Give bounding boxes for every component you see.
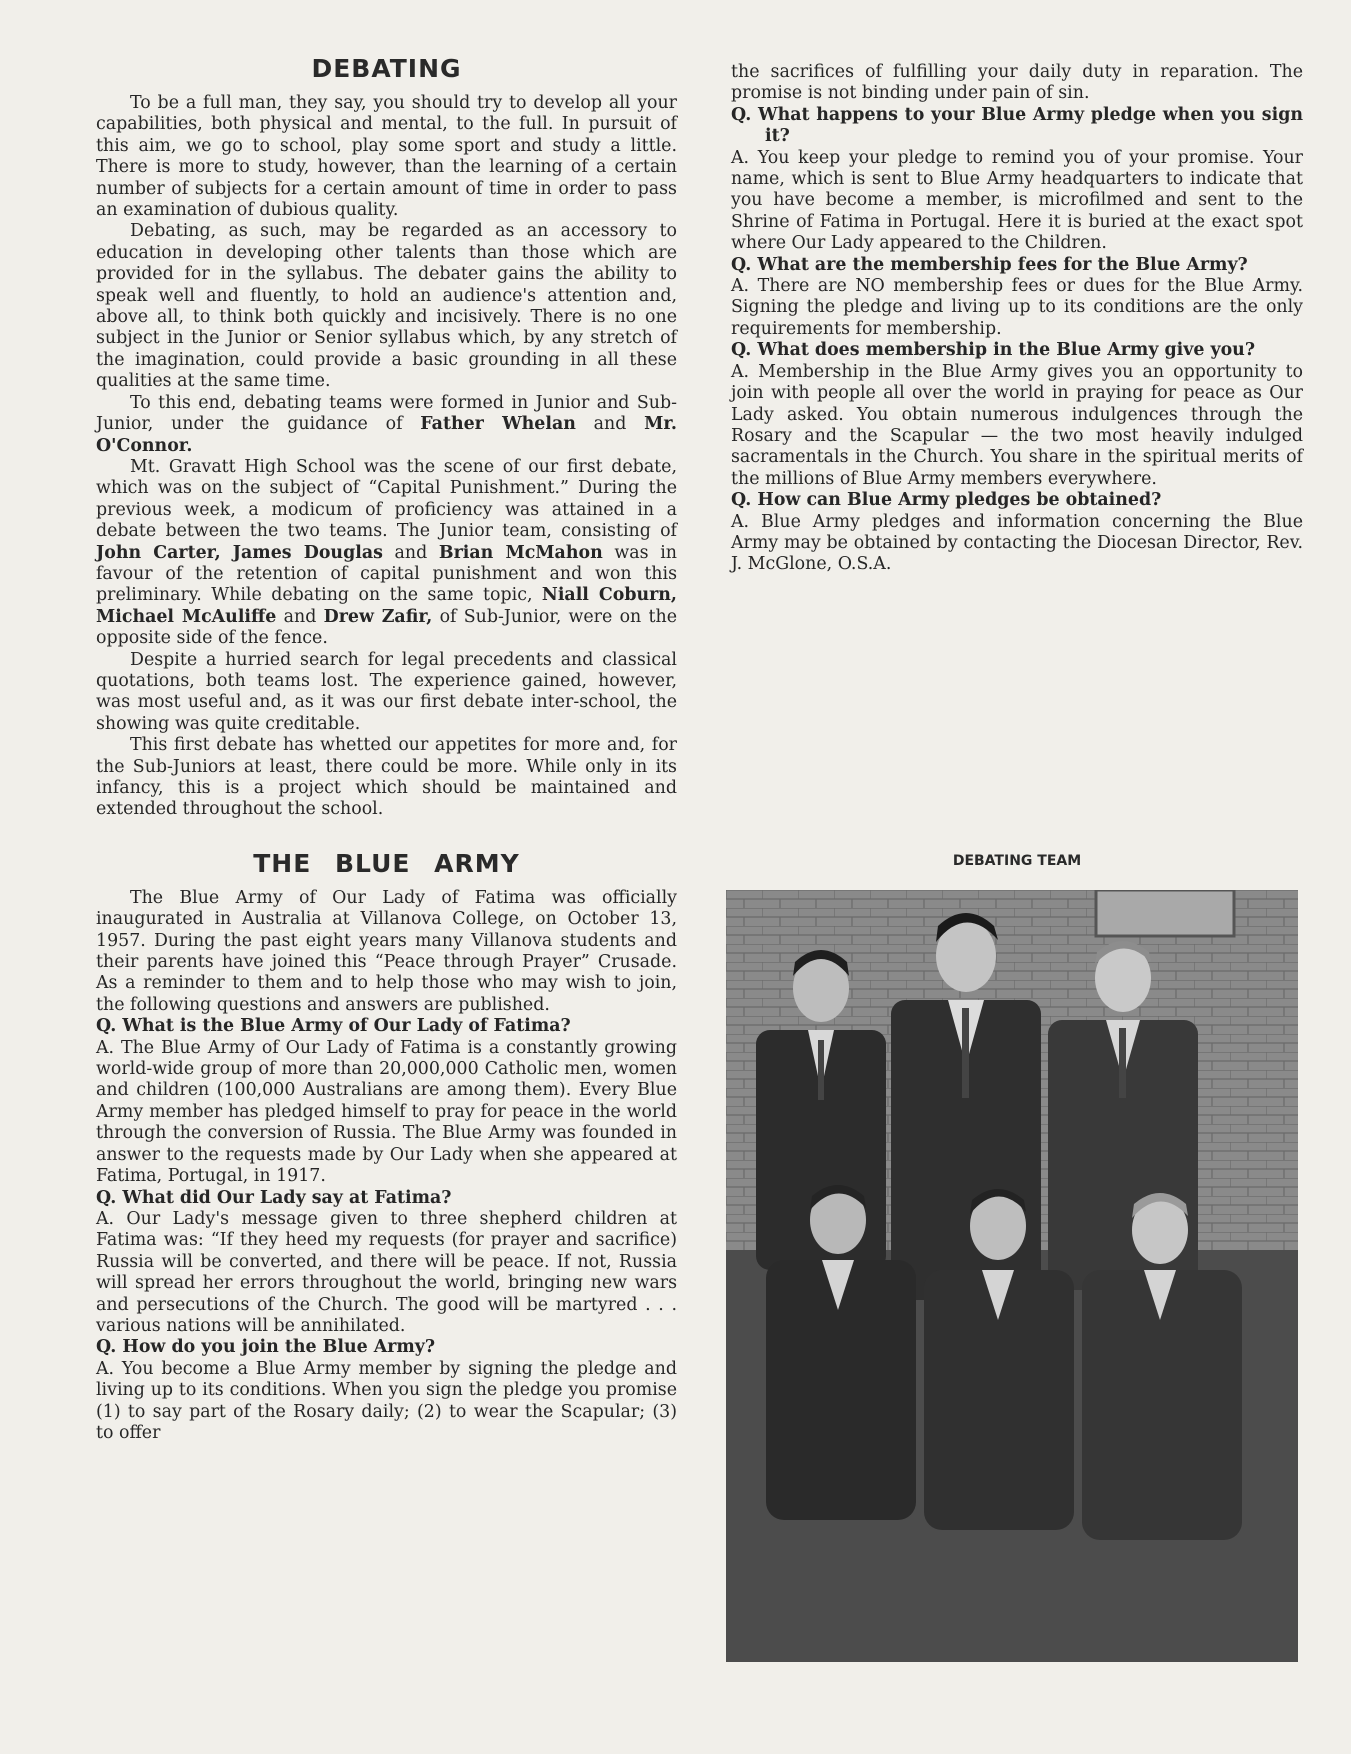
- student-names: Niall Coburn, Michael McAuliffe: [96, 585, 677, 627]
- debating-paragraph: Despite a hurried search for legal precedents and classical quotations, both teams lost. The experience gained, however, was most useful and, as it was our first debate inter-school, the showing was quite creditable.: [96, 649, 677, 734]
- question: Q. How do you join the Blue Army?: [96, 1337, 436, 1358]
- question: Q. What did Our Lady say at Fatima?: [96, 1187, 452, 1208]
- debating-paragraph: To be a full man, they say, you should try to develop all your capabilities, both physical and mental, to the full. In pursuit of this aim, we go to school, play some sport and study a little. There is more to study, however, than the learning of a certain number of subjects for a certain amount of time in order to pass an examination of dubious quality.: [96, 93, 677, 221]
- debating-paragraph: To this end, debating teams were formed in Junior and Sub-Junior, under the guidance of Father Whelan and Mr. O'Connor.: [96, 392, 677, 456]
- debating-paragraph: Debating, as such, may be regarded as an accessory to education in developing other talents than those which are provided for in the syllabus. The debater gains the ability to speak well and fluently, to hold an audience's attention and, above all, to think both quickly and incisively. There is no one subject in the Junior or Senior syllabus which, by any stretch of the imagination, could provide a basic grounding in all these qualities at the same time.: [96, 221, 677, 392]
- left-column: [96, 54, 677, 1444]
- answer: A. Our Lady's message given to three shepherd children at Fatima was: “If they heed my requests (for prayer and sacrifice) Russia will be converted, and there will be peace. If not, Russia will spread her errors throughout the world, bringing new wars and persecutions of the Church. The good will be martyred . . . various nations will be annihilated.: [96, 1208, 677, 1336]
- question: Q. What happens to your Blue Army pledge when you sign it?: [731, 104, 1303, 147]
- student-names: John Carter, James Douglas: [96, 542, 383, 563]
- question: Q. What are the membership fees for the Blue Army?: [731, 254, 1248, 275]
- debating-paragraph: Mt. Gravatt High School was the scene of our first debate, which was on the subject of “Capital Punishment.” During the previous week, a modicum of proficiency was attained in a debate between the two teams. The Junior team, consisting of John Carter, James Douglas and Brian McMahon was in favour of the retention of capital punishment and won this preliminary. While debating on the same topic, Niall Coburn, Michael McAuliffe and Drew Zafir, of Sub-Junior, were on the opposite side of the fence.: [96, 456, 678, 649]
- answer: A. There are NO membership fees or dues for the Blue Army. Signing the pledge and living up to its conditions are the only requirements for membership.: [731, 276, 1303, 339]
- student-names: Drew Zafir,: [323, 606, 433, 627]
- answer: A. Membership in the Blue Army gives you an opportunity to join with people all over the world in praying for peace as Our Lady asked. You obtain numerous indulgences through the Rosary and the Scapular — the two most heavily indulged sacramentals in the Church. You share in the spiritual merits of the millions of Blue Army members everywhere.: [731, 361, 1303, 489]
- answer: A. You become a Blue Army member by signing the pledge and living up to its conditions. When you sign the pledge you promise (1) to say part of the Rosary daily; (2) to wear the Scapular; (3) to offer: [96, 1358, 677, 1443]
- answer: A. You keep your pledge to remind you of your promise. Your name, which is sent to Blue Army headquarters to indicate that you have become a member, is microfilmed and sent to the Shrine of Fatima in Portugal. Here it is buried at the exact spot where Our Lady appeared to the Children.: [731, 147, 1303, 254]
- question: Q. How can Blue Army pledges be obtained?: [731, 490, 1162, 511]
- question: Q. What is the Blue Army of Our Lady of Fatima?: [96, 1016, 571, 1037]
- photo-caption: DEBATING TEAM: [952, 853, 1082, 869]
- teacher-name: Father Whelan: [420, 414, 576, 435]
- answer: A. The Blue Army of Our Lady of Fatima is a constantly growing world-wide group of more than 20,000,000 Catholic men, women and children (100,000 Australians are among them). Every Blue Army member has pledged himself to pray for peace in the world through the conversion of Russia. The Blue Army was founded in answer to the requests made by Our Lady when she appeared at Fatima, Portugal, in 1917.: [96, 1037, 677, 1187]
- window: [1096, 890, 1234, 936]
- right-column: [731, 62, 1303, 576]
- debating-heading: DEBATING: [311, 54, 462, 83]
- student-names: Brian McMahon: [438, 542, 603, 563]
- team-photo-illustration: [726, 890, 1298, 1662]
- blue-army-heading: THE BLUE ARMY: [253, 848, 520, 878]
- answer: A. Blue Army pledges and information concerning the Blue Army may be obtained by contacting the Diocesan Director, Rev. J. McGlone, O.S.A.: [731, 511, 1303, 575]
- debating-team-photo: [726, 890, 1298, 1662]
- answer-continued: the sacrifices of fulfilling your daily duty in reparation. The promise is not binding under pain of sin.: [731, 62, 1303, 104]
- blue-army-intro: The Blue Army of Our Lady of Fatima was officially inaugurated in Australia at Villanova College, on October 13, 1957. During the past eight years many Villanova students and their parents have joined this “Peace through Prayer” Crusade. As a reminder to them and to help those who may wish to join, the following questions and answers are published.: [96, 887, 677, 1015]
- question: Q. What does membership in the Blue Army give you?: [731, 340, 1256, 361]
- debating-paragraph: This first debate has whetted our appetites for more and, for the Sub-Juniors at least, there could be more. While only in its infancy, this is a project which should be maintained and extended throughout the school.: [96, 735, 677, 820]
- teacher-name: Mr. O'Connor.: [96, 414, 677, 456]
